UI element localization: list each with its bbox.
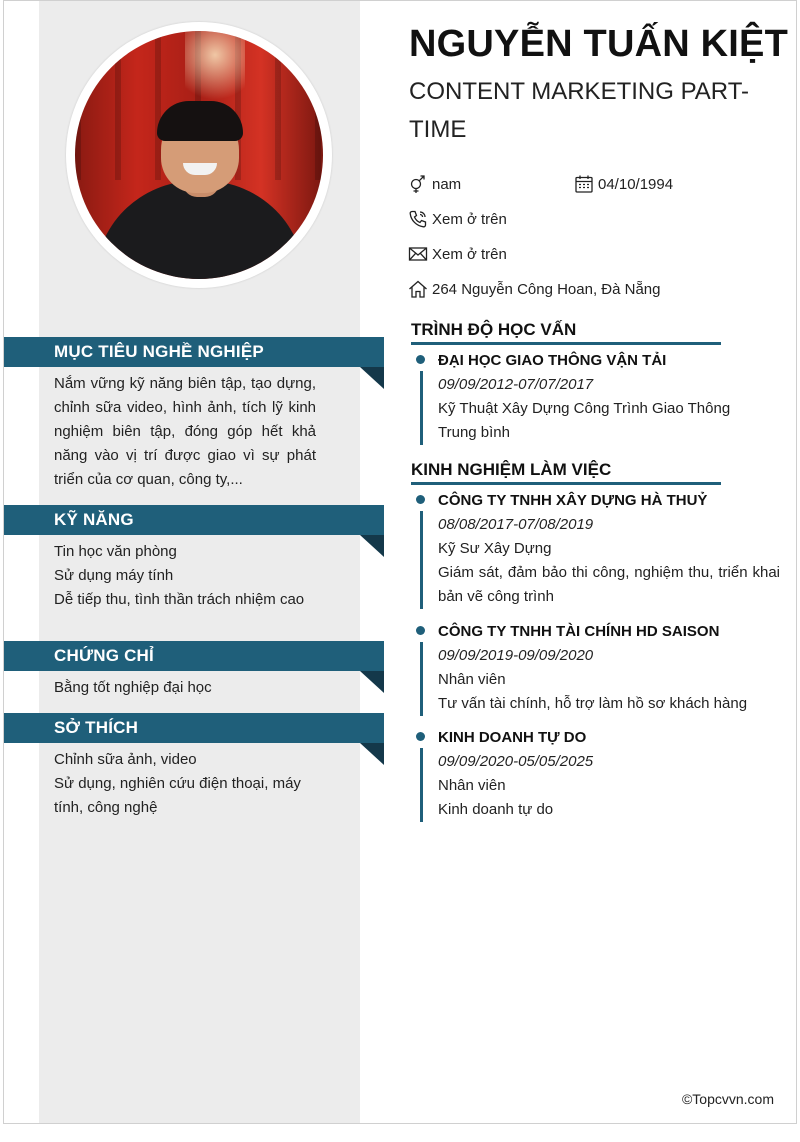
education-major: Kỹ Thuật Xây Dựng Công Trình Giao Thông: [438, 400, 731, 417]
company-name: KINH DOANH TỰ DO: [438, 729, 587, 746]
experience-entry: [422, 726, 780, 822]
certificates-list: [54, 676, 316, 700]
skill-item: Sử dụng máy tính: [54, 567, 174, 584]
objective-title: MỤC TIÊU NGHỀ NGHIỆP: [4, 337, 384, 367]
objective-text: Nắm vững kỹ năng biên tập, tạo dựng, chỉnh sữa video, hình ảnh, tích lỹ kinh nghiệm biên tập, đóng góp hết khả năng vào vị trí được giao vì sự phát triển của cơ quan, công ty,...: [54, 375, 316, 488]
education-title: TRÌNH ĐỘ HỌC VẤN: [411, 320, 721, 345]
gender-icon: [408, 174, 428, 194]
experience-role: Kỹ Sư Xây Dựng: [438, 540, 552, 557]
address-info: [408, 279, 661, 299]
experience-date: 09/09/2020-05/05/2025: [438, 753, 594, 770]
timeline-line: [420, 748, 423, 822]
envelope-icon: [408, 244, 428, 264]
experience-role: Nhân viên: [438, 777, 506, 794]
address-value: 264 Nguyễn Công Hoan, Đà Nẵng: [432, 280, 661, 298]
hobbies-list: [54, 748, 316, 820]
gender-value: nam: [432, 175, 462, 193]
experience-desc: Tư vấn tài chính, hỗ trợ làm hồ sơ khách hàng: [438, 695, 748, 712]
education-date: 09/09/2012-07/07/2017: [438, 376, 594, 393]
experience-desc: Giám sát, đảm bảo thi công, nghiệm thu, triển khai bản vẽ công trình: [438, 564, 780, 605]
experience-entry: [422, 620, 780, 716]
experience-date: 09/09/2019-09/09/2020: [438, 647, 594, 664]
certificate-item: Bằng tốt nghiệp đại học: [54, 679, 212, 696]
timeline-dot: [416, 495, 425, 504]
candidate-name: NGUYỄN TUẤN KIỆT: [409, 23, 788, 65]
birthday-info: [574, 174, 673, 194]
hobbies-fold: [360, 743, 384, 765]
email-value: Xem ở trên: [432, 245, 507, 263]
timeline-dot: [416, 355, 425, 364]
email-info: [408, 244, 507, 264]
timeline-line: [420, 371, 423, 445]
calendar-icon: [574, 174, 594, 194]
certificates-fold: [360, 671, 384, 693]
hobbies-title: SỞ THÍCH: [4, 713, 384, 743]
job-title: CONTENT MARKETING PART-TIME: [409, 78, 750, 143]
copyright-footer[interactable]: ©Topcvvn.com: [681, 1091, 774, 1107]
phone-info: [408, 209, 507, 229]
objective-fold: [360, 367, 384, 389]
education-grade: Trung bình: [438, 424, 510, 441]
hobby-item: Chỉnh sữa ảnh, video: [54, 751, 197, 768]
birthday-value: 04/10/1994: [598, 175, 674, 193]
skill-item: Tin học văn phòng: [54, 543, 177, 560]
experience-date: 08/08/2017-07/08/2019: [438, 516, 594, 533]
timeline-dot: [416, 732, 425, 741]
home-icon: [408, 279, 428, 299]
avatar: [75, 31, 323, 279]
phone-value: Xem ở trên: [432, 210, 507, 228]
timeline-line: [420, 642, 423, 716]
timeline-line: [420, 511, 423, 609]
company-name: CÔNG TY TNHH XÂY DỰNG HÀ THUỶ: [438, 492, 708, 509]
skills-title: KỸ NĂNG: [4, 505, 384, 535]
timeline-dot: [416, 626, 425, 635]
school-name: ĐẠI HỌC GIAO THÔNG VẬN TẢI: [438, 352, 667, 369]
experience-role: Nhân viên: [438, 671, 506, 688]
phone-icon: [408, 209, 428, 229]
company-name: CÔNG TY TNHH TÀI CHÍNH HD SAISON: [438, 623, 720, 640]
experience-entry: [422, 489, 780, 609]
gender-info: [408, 174, 461, 194]
experience-title: KINH NGHIỆM LÀM VIỆC: [411, 460, 721, 485]
cv-page: [3, 0, 797, 1124]
avatar-frame: [66, 22, 332, 288]
certificates-title: CHỨNG CHỈ: [4, 641, 384, 671]
skill-item: Dễ tiếp thu, tình thần trách nhiệm cao: [54, 591, 305, 608]
hobby-item: Sử dụng, nghiên cứu điện thoại, máy tính, công nghệ: [54, 775, 301, 816]
experience-desc: Kinh doanh tự do: [438, 801, 554, 818]
skills-list: [54, 540, 316, 612]
education-entry: [422, 349, 780, 445]
skills-fold: [360, 535, 384, 557]
